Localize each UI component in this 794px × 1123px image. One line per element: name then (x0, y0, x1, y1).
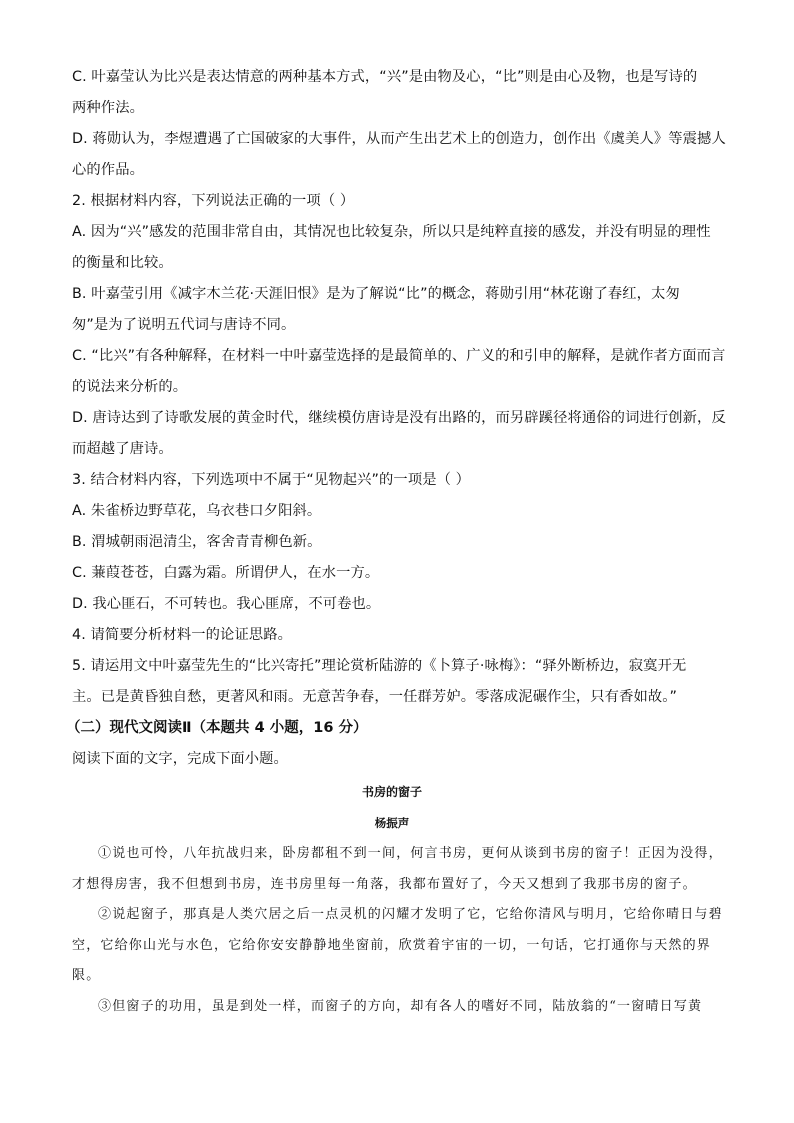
article-author: 杨振声 (374, 816, 410, 830)
question-5-line-1: 5. 请运用文中叶嘉莹先生的“比兴寄托”理论赏析陆游的《卜算子·咏梅》：“驿外断桥边，寂寞开无 (72, 658, 687, 674)
q2-option-d-line-2: 而超越了唐诗。 (72, 441, 173, 457)
option-d-line-1: D. 蒋勋认为，李煜遭遇了亡国破家的大事件，从而产生出艺术上的创造力，创作出《虞美人》等震撼人 (72, 131, 726, 147)
q2-option-a-line-2: 的衡量和比较。 (72, 255, 173, 271)
q2-option-b-line-1: B. 叶嘉莹引用《减字木兰花·天涯旧恨》是为了解说“比”的概念，蒋勋引用“林花谢了春红，太匆 (72, 286, 680, 302)
article-paragraph-3-line-1: ③但窗子的功用，虽是到处一样，而窗子的方向，却有各人的嗜好不同，陆放翁的“一窗晴日写黄 (98, 998, 703, 1014)
option-c-line-1: C. 叶嘉莹认为比兴是表达情意的两种基本方式，“兴”是由物及心，“比”则是由心及物，也是写诗的 (72, 69, 698, 85)
q2-option-d-line-1: D. 唐诗达到了诗歌发展的黄金时代，继续模仿唐诗是没有出路的，而另辟蹊径将通俗的词进行创新，反 (72, 410, 726, 426)
question-5-line-2: 主。已是黄昏独自愁，更著风和雨。无意苦争春，一任群芳妒。零落成泥碾作尘，只有香如故。” (72, 689, 678, 705)
question-2: 2. 根据材料内容，下列说法正确的一项（ ） (72, 193, 355, 209)
article-paragraph-2-line-3: 限。 (72, 968, 101, 983)
article-paragraph-2-line-2: 空，它给你山光与水色，它给你安安静静地坐窗前，欣赏着宇宙的一切，一句话，它打通你与天然的界 (72, 937, 712, 953)
q3-option-b: B. 渭城朝雨浥清尘，客舍青青柳色新。 (72, 534, 322, 550)
q3-option-c: C. 蒹葭苍苍，白露为霜。所谓伊人，在水一方。 (72, 565, 380, 581)
article-paragraph-2-line-1: ②说起窗子，那真是人类穴居之后一点灵机的闪耀才发明了它，它给你清风与明月，它给你晴日与碧 (98, 907, 723, 922)
question-4: 4. 请简要分析材料一的论证思路。 (72, 627, 293, 643)
article-paragraph-1-line-2: 才想得房害，我不但想到书房，连书房里每一角落，我都布置好了，今天又想到了我那书房的窗子。 (72, 876, 697, 892)
q2-option-c-line-1: C. “比兴”有各种解释，在材料一中叶嘉莹选择的是最简单的、广义的和引申的解释，是就作者方面而言 (72, 348, 726, 364)
article-paragraph-1-line-1: ①说也可怜，八年抗战归来，卧房都租不到一间，何言书房，更何从谈到书房的窗子！正因为没得， (98, 846, 723, 861)
q2-option-b-line-2: 匆”是为了说明五代词与唐诗不同。 (72, 317, 296, 333)
reading-instruction: 阅读下面的文字，完成下面小题。 (72, 751, 288, 767)
q2-option-c-line-2: 的说法来分析的。 (72, 379, 188, 395)
article-title: 书房的窗子 (361, 785, 422, 799)
document-page (66, 62, 726, 1022)
section-heading: （二）现代文阅读Ⅱ（本题共 4 小题，16 分） (66, 720, 368, 736)
q3-option-d: D. 我心匪石，不可转也。我心匪席，不可卷也。 (72, 596, 381, 612)
question-3: 3. 结合材料内容，下列选项中不属于“见物起兴”的一项是（ ） (72, 472, 471, 488)
option-d-line-2: 心的作品。 (72, 162, 144, 178)
option-c-line-2: 两种作法。 (72, 100, 144, 116)
q3-option-a: A. 朱雀桥边野草花，乌衣巷口夕阳斜。 (72, 503, 322, 519)
q2-option-a-line-1: A. 因为“兴”感发的范围非常自由，其情况也比较复杂，所以只是纯粹直接的感发，并没有明显的理性 (72, 224, 711, 240)
